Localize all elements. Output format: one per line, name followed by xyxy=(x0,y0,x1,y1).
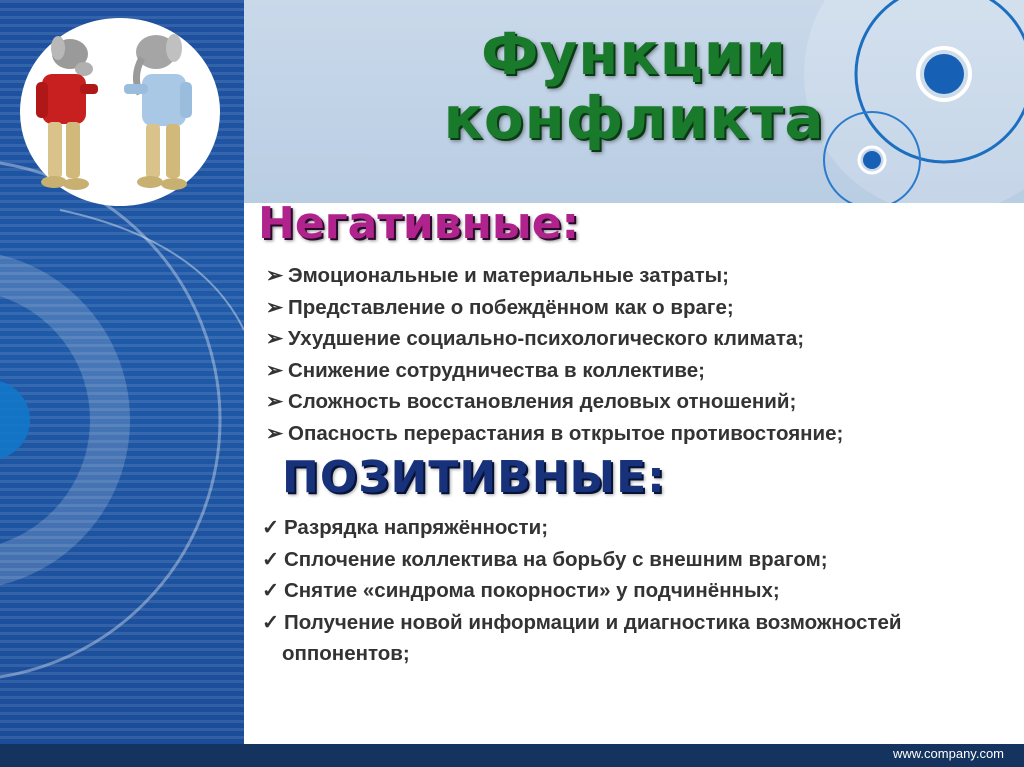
list-item-text: Снижение сотрудничества в коллективе; xyxy=(288,358,705,382)
checkmark-bullet-icon: ✓ xyxy=(262,610,280,634)
list-item xyxy=(266,386,843,418)
list-item-text: Ухудшение социально-психологического климата; xyxy=(288,327,805,350)
footer-url: www.company.com xyxy=(892,746,1004,761)
arrow-bullet-icon: ➢ xyxy=(266,327,284,350)
negative-list xyxy=(266,260,843,449)
list-item xyxy=(262,575,901,607)
cartoon-image xyxy=(14,14,226,210)
list-item xyxy=(262,512,901,544)
list-item-text: Получение новой информации и диагностика возможностей xyxy=(284,610,902,634)
list-item xyxy=(266,418,843,450)
slide-title xyxy=(244,22,1024,150)
list-item-text: Представление о побеждённом как о враге; xyxy=(288,295,734,319)
arrow-bullet-icon: ➢ xyxy=(266,295,284,319)
negative-heading: Негативные: xyxy=(258,198,580,249)
list-item-text: оппонентов; xyxy=(282,642,410,665)
positive-list xyxy=(262,512,901,670)
arrow-bullet-icon: ➢ xyxy=(266,358,284,382)
arguing-characters-icon xyxy=(14,14,226,210)
list-item xyxy=(266,292,843,324)
checkmark-bullet-icon: ✓ xyxy=(262,547,280,571)
list-item-text: Эмоциональные и материальные затраты; xyxy=(288,264,729,287)
list-item-text: Сплочение коллектива на борьбу с внешним врагом; xyxy=(284,547,828,571)
list-item xyxy=(262,607,901,639)
list-item-text: Снятие «синдрома покорности» у подчинённых; xyxy=(284,579,780,602)
arrow-bullet-icon: ➢ xyxy=(266,421,284,445)
arrow-bullet-icon: ➢ xyxy=(266,264,284,287)
list-item-text: Сложность восстановления деловых отношений; xyxy=(288,390,797,413)
list-item xyxy=(262,544,901,576)
list-item-text: Разрядка напряжённости; xyxy=(284,516,549,539)
list-item xyxy=(266,260,843,292)
arrow-bullet-icon: ➢ xyxy=(266,390,284,413)
title-line-1: Функции xyxy=(480,20,788,88)
footer-strip xyxy=(0,744,1024,767)
checkmark-bullet-icon: ✓ xyxy=(262,579,280,602)
list-item xyxy=(266,323,843,355)
list-item xyxy=(266,355,843,387)
list-item-text: Опасность перерастания в открытое противостояние; xyxy=(288,421,844,445)
title-line-2: конфликта xyxy=(443,84,825,152)
list-item-continuation xyxy=(262,638,901,670)
positive-heading: ПОЗИТИВНЫЕ: xyxy=(282,452,666,503)
checkmark-bullet-icon: ✓ xyxy=(262,516,280,539)
